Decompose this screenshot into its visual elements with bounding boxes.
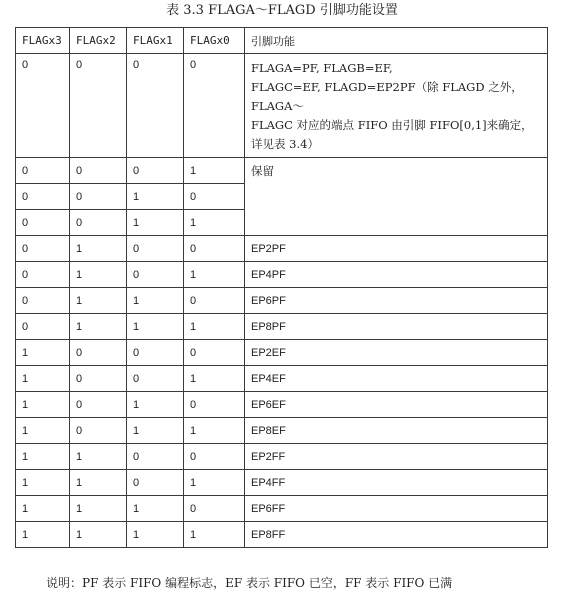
bit-cell: 0 — [70, 54, 127, 158]
function-cell: EP4FF — [245, 470, 548, 496]
table-row — [16, 236, 548, 262]
bit-cell: 0 — [127, 340, 184, 366]
bit-cell: 1 — [70, 470, 127, 496]
bit-cell: 0 — [16, 236, 70, 262]
bit-cell: 1 — [127, 288, 184, 314]
function-cell: EP4EF — [245, 366, 548, 392]
table-row — [16, 262, 548, 288]
bit-cell: 0 — [184, 184, 245, 210]
bit-cell: 1 — [127, 496, 184, 522]
bit-cell: 1 — [184, 522, 245, 548]
bit-cell: 1 — [127, 314, 184, 340]
table-row — [16, 522, 548, 548]
function-cell: EP6FF — [245, 496, 548, 522]
bit-cell: 0 — [184, 496, 245, 522]
bit-cell: 0 — [70, 210, 127, 236]
bit-cell: 0 — [184, 340, 245, 366]
function-cell: EP2EF — [245, 340, 548, 366]
bit-cell: 1 — [16, 366, 70, 392]
bit-cell: 1 — [70, 262, 127, 288]
bit-cell: 0 — [16, 262, 70, 288]
bit-cell: 1 — [70, 236, 127, 262]
function-cell: EP6EF — [245, 392, 548, 418]
table-row — [16, 470, 548, 496]
function-cell: EP2PF — [245, 236, 548, 262]
bit-cell: 0 — [16, 288, 70, 314]
flag-pin-function-table — [15, 27, 548, 548]
bit-cell: 1 — [127, 418, 184, 444]
bit-cell: 1 — [184, 262, 245, 288]
bit-cell: 1 — [16, 444, 70, 470]
header-pin-function: 引脚功能 — [245, 28, 548, 54]
bit-cell: 0 — [127, 158, 184, 184]
bit-cell: 1 — [70, 314, 127, 340]
header-flagx0: FLAGx0 — [184, 28, 245, 54]
bit-cell: 1 — [70, 496, 127, 522]
function-cell: EP2FF — [245, 444, 548, 470]
bit-cell: 1 — [16, 470, 70, 496]
bit-cell: 0 — [127, 54, 184, 158]
bit-cell: 1 — [16, 340, 70, 366]
table-row — [16, 366, 548, 392]
table-note: 说明：PF 表示 FIFO 编程标志，EF 表示 FIFO 已空，FF 表示 FIFO 已满 — [46, 576, 453, 590]
table-row — [16, 392, 548, 418]
bit-cell: 1 — [70, 288, 127, 314]
bit-cell: 1 — [16, 392, 70, 418]
function-cell: EP4PF — [245, 262, 548, 288]
table-header-row — [16, 28, 548, 54]
bit-cell: 0 — [16, 210, 70, 236]
bit-cell: 1 — [16, 418, 70, 444]
table-row — [16, 418, 548, 444]
table-caption: 表 3.3 FLAGA～FLAGD 引脚功能设置 — [166, 3, 398, 18]
table-row — [16, 158, 548, 184]
bit-cell: 0 — [70, 340, 127, 366]
bit-cell: 0 — [70, 366, 127, 392]
table-row — [16, 314, 548, 340]
header-flagx2: FLAGx2 — [70, 28, 127, 54]
bit-cell: 1 — [127, 392, 184, 418]
bit-cell: 1 — [184, 158, 245, 184]
bit-cell: 1 — [184, 314, 245, 340]
bit-cell: 0 — [70, 184, 127, 210]
bit-cell: 1 — [16, 496, 70, 522]
bit-cell: 0 — [184, 236, 245, 262]
function-description-cell — [245, 54, 548, 158]
header-flagx1: FLAGx1 — [127, 28, 184, 54]
table-row — [16, 340, 548, 366]
bit-cell: 1 — [127, 184, 184, 210]
description-line: 详见表 3.4） — [251, 137, 319, 151]
reserved-function-cell: 保留 — [245, 158, 548, 236]
bit-cell: 0 — [127, 236, 184, 262]
bit-cell: 0 — [184, 54, 245, 158]
bit-cell: 1 — [127, 210, 184, 236]
bit-cell: 1 — [184, 470, 245, 496]
function-cell: EP6PF — [245, 288, 548, 314]
bit-cell: 0 — [16, 184, 70, 210]
bit-cell: 0 — [70, 158, 127, 184]
bit-cell: 0 — [184, 392, 245, 418]
bit-cell: 1 — [184, 418, 245, 444]
function-cell: EP8EF — [245, 418, 548, 444]
bit-cell: 1 — [184, 210, 245, 236]
description-line: FLAGC 对应的端点 FIFO 由引脚 FIFO[0,1]来确定， — [251, 118, 533, 132]
bit-cell: 0 — [184, 288, 245, 314]
bit-cell: 1 — [127, 522, 184, 548]
description-line: FLAGC=EF, FLAGD=EP2PF（除 FLAGD 之外，FLAGA～ — [251, 80, 523, 113]
bit-cell: 0 — [16, 314, 70, 340]
bit-cell: 1 — [16, 522, 70, 548]
table-row — [16, 496, 548, 522]
table-row — [16, 444, 548, 470]
bit-cell: 0 — [127, 366, 184, 392]
function-cell: EP8FF — [245, 522, 548, 548]
bit-cell: 0 — [16, 158, 70, 184]
bit-cell: 0 — [184, 444, 245, 470]
bit-cell: 0 — [127, 262, 184, 288]
bit-cell: 0 — [70, 418, 127, 444]
bit-cell: 0 — [70, 392, 127, 418]
table-row — [16, 54, 548, 158]
table-row — [16, 288, 548, 314]
bit-cell: 0 — [127, 470, 184, 496]
bit-cell: 0 — [16, 54, 70, 158]
function-cell: EP8PF — [245, 314, 548, 340]
bit-cell: 0 — [127, 444, 184, 470]
header-flagx3: FLAGx3 — [16, 28, 70, 54]
bit-cell: 1 — [70, 522, 127, 548]
bit-cell: 1 — [70, 444, 127, 470]
bit-cell: 1 — [184, 366, 245, 392]
description-line: FLAGA=PF, FLAGB=EF, — [251, 61, 393, 75]
